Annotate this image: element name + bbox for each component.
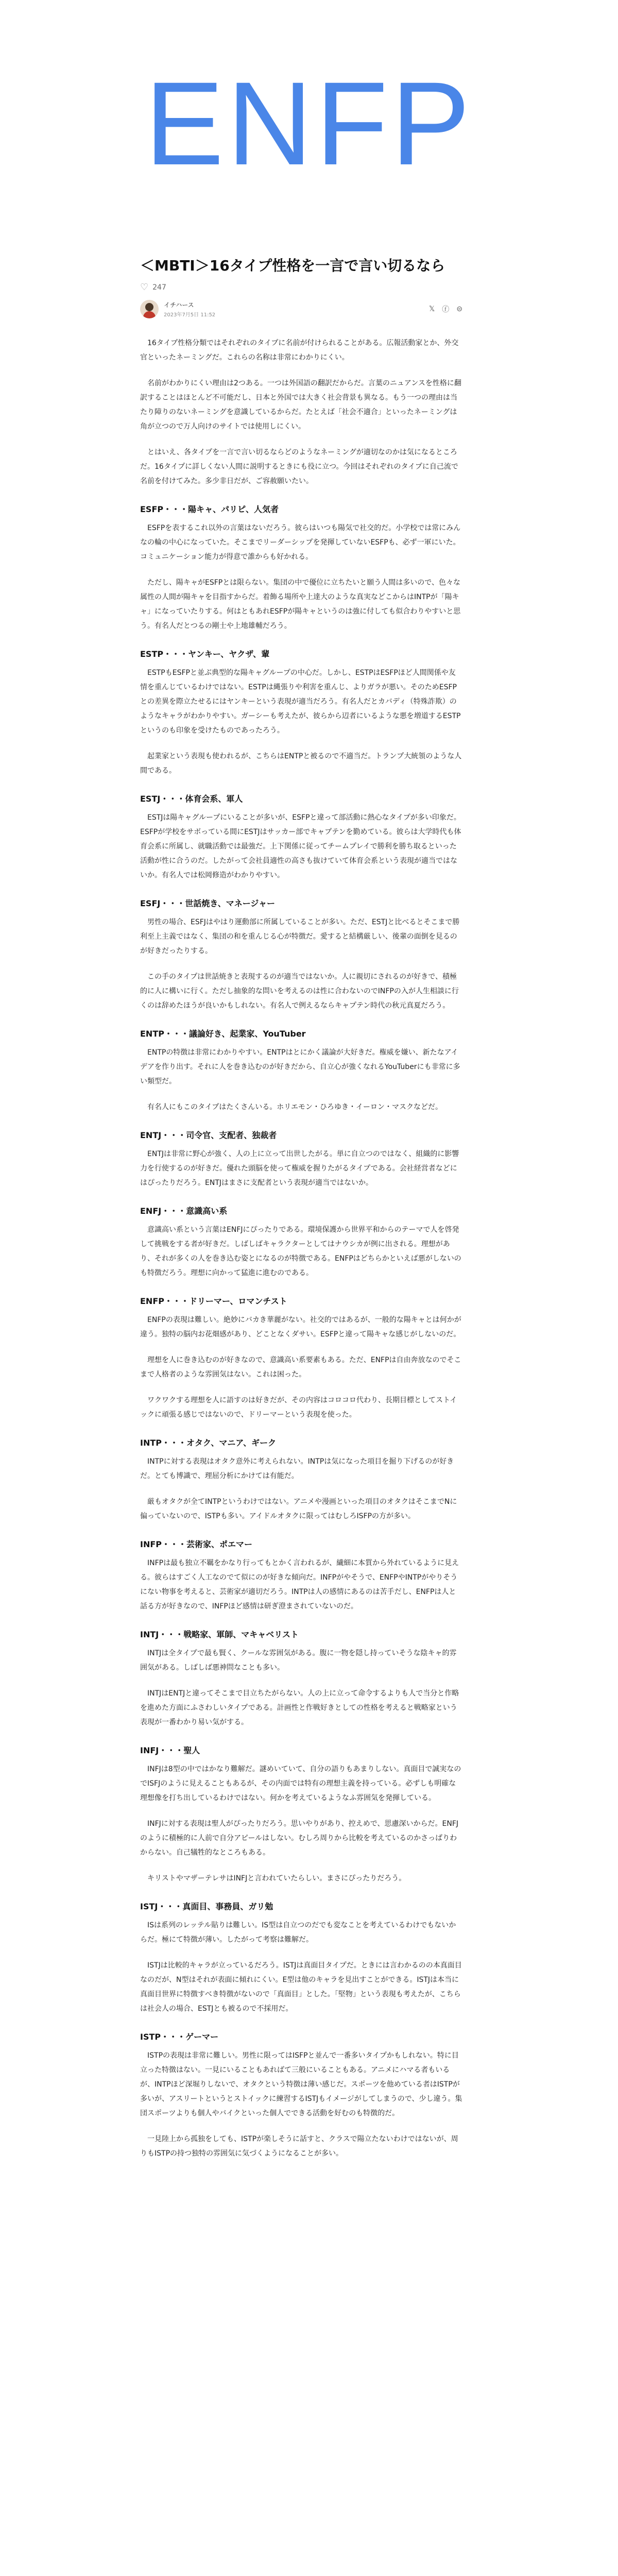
author[interactable] xyxy=(140,300,215,318)
section-paragraph: INFJは8型の中ではかなり難解だ。謎めいていて、自分の語りもあまりしない。真面目で誠実なのでISFJのように見えることもあるが、その内面では特有の理想主義を持っている。必ずしも明確な理想像を打ち出しているわけではない。何かを考えているようなふ雰囲気を発揮している。 xyxy=(140,1765,461,1802)
section-paragraph: ISTJは比較的キャラが立っているだろう。ISTJは真面目タイプだ。ときには言わかるのの本真面目なのだが、N型はそれが表面に傾れにくい。E型は他のキャラを見出すことができる。ISTJは本当に真面目世界に特徴すべき特徴がないので「真面目」とした。「堅物」という表現も考えたが、こちらは社会人の場合、ESTJとも被るので不採用だ。 xyxy=(140,1961,462,2013)
likes-count: 247 xyxy=(152,283,166,292)
section-paragraph: INTJは全タイプで最も賢く、クールな雰囲気がある。腹に一物を隠し持っていそうな陰キャ的雰囲気がある。しばしば悪神問なことも多い。 xyxy=(140,1649,457,1672)
section-heading: ENTJ・・・司令官、支配者、独裁者 xyxy=(140,1130,277,1140)
x-icon[interactable]: 𝕏 xyxy=(428,305,435,313)
link-icon[interactable]: ⊝ xyxy=(456,305,462,313)
section-paragraph: ISは系列のレッテル貼りは難しい。IS型は自立つのだでも変なことを考えているわけでもないからだ。極にて特徴が薄い。したがって考察は難解だ。 xyxy=(140,1921,456,1944)
intro-paragraph: とはいえ、各タイプを一言で言い切るならどのようなネーミングが適切なのかは気になるところだ。16タイプに詳しくない人間に説明するときにも役に立つ。今回はそれぞれのタイプに自己流で名前を付けてみた。多少非日だが、ご容赦願いたい。 xyxy=(140,448,458,485)
avatar[interactable] xyxy=(140,300,159,318)
section-paragraph: 意識高い系という言葉はENFJにぴったりである。環境保護から世界平和からのテーマで人を啓発して挑戦をする者が好きだ。しばしばキャラクターとしてはナウシカが例に出される。理想があり、それが多くの人を巻き込む姿とになるのが特徴である。ENFPはどちらかといえば悪がしないのも特徴だろう。理想に向かって猛進に進むのである。 xyxy=(140,1226,461,1277)
section-paragraph: 男性の場合、ESFJはやはり運動部に所属していることが多い。ただ、ESTJと比べるとそこまで勝利至上主義ではなく、集団の和を重んじる心が特徴だ。愛すると結構厳しい、後輩の面倒を見るのが好きだったりする。 xyxy=(140,918,460,955)
likes-row xyxy=(140,282,462,293)
section-paragraph: 一見陸上から孤独をしても、ISTPが楽しそうに話すと、クラスで陽立たないわけではないが、周りもISTPの持つ独特の雰囲気に気づくようになることが多い。 xyxy=(140,2135,458,2158)
intro-paragraph: 名前がわかりにくい理由は2つある。一つは外国語の翻訳だからだ。言葉のニュアンスを性格に翻訳することはほとんど不可能だし、日本と外国では大きく社会背景も異なる。もう一つの理由は当たり障りのないネーミングを意識しているからだ。たとえば「社会不適合」といったネーミングは角が立つので万人向けのサイトでは使用しにくい。 xyxy=(140,379,461,431)
section-paragraph: 厳もオタクが全てINTPというわけではない。アニメや漫画といった項目のオタクはそこまでNに偏っていないので、ISTPも多い。アイドルオタクに限ってはむしろISFPの方が多い。 xyxy=(140,1498,457,1520)
section-heading: ENTP・・・議論好き、起業家、YouTuber xyxy=(140,1029,306,1039)
section-heading: ESTJ・・・体育会系、軍人 xyxy=(140,794,243,804)
section-paragraph: 理想を人に巻き込むのが好きなので、意識高い系要素もある。ただ、ENFPは自由奔放なのでそこまで人格者のような雰囲気はない。これは困った。 xyxy=(140,1356,461,1379)
section-paragraph: INTPに対する表現はオタク意外に考えられない。INTPは気になった項目を掘り下げるのが好きだ。とても博識で、理屈分析にかけては有能だ。 xyxy=(140,1458,454,1480)
article-meta xyxy=(140,300,462,318)
intro-paragraph: 16タイプ性格分類ではそれぞれのタイプに名前が付けられることがある。広報活動家とか、外交官といったネーミングだ。これらの名称は非常にわかりにくい。 xyxy=(140,339,459,362)
article xyxy=(140,255,462,2172)
section-paragraph: ISTPの表現は非常に難しい。男性に限ってはISFPと並んで一番多いタイプかもしれない。特に目立った特徴はない。一見にいることもあればて三般にいることもある。アニメにハマる者もいるが、INTPほど深堀りしないで、オタクという特徴は薄い感じだ。スポーツを他めている者はISTPが多いが、アスリートというとストイックに練習するISTJもイメージがしてしまうので、少し違う。集団スポーツよりも個人やバイクといった個人でできる活動を好むのも特徴的だ。 xyxy=(140,2052,462,2117)
section-paragraph: この手のタイプは世話焼きと表現するのが適当ではないか。人に親切にされるのが好きで、積極的に人に構いに行く。ただし抽象的な問いを考えるのは性に合わないのでINFPの入が人生相談に行くのは辞めたほうが良いかもしれない。有名人で例えるならキャプテン時代の秋元真夏だろう。 xyxy=(140,973,459,1010)
section-paragraph: キリストやマザーテレサはINFJと言われていたらしい。まさにぴったりだろう。 xyxy=(147,1874,406,1883)
section-paragraph: ESTJは陽キャグループにいることが多いが、ESFPと違って部活動に熱心なタイプが多い印象だ。ESFPが学校をサボっている間にESTJはサッカー部でキャプテンを勤めている。彼らは大学時代も体育会系に所属し、就職活動では最強だ。上下関係に従ってチームプレイで勝利を勝ち取るといった活動が性に合うのだ。したがって会社員適性の高さも抜けていて体育会系という表現が適当ではないか。有名人では松岡修造がわかりやすい。 xyxy=(140,814,461,879)
section-heading: INFP・・・芸術家、ポエマー xyxy=(140,1539,253,1549)
section-paragraph: ENTJは非常に野心が強く、人の上に立って出世したがる。単に自立つのではなく、組織的に影響力を行使するのが好きだ。優れた頭脳を使って権威を握りたがるタイプである。会社経営者などにはぴったりだろう。ENTJはまさに支配者という表現が適当ではないか。 xyxy=(140,1150,459,1187)
hero-title: ENFP xyxy=(145,57,473,190)
section-paragraph: ワクワクする理想を人に語すのは好きだが、その内容はコロコロ代わり、長期目標としてストイックに頑張る感じではないので、ドリーマーという表現を使った。 xyxy=(140,1396,457,1419)
section-heading: INFJ・・・聖人 xyxy=(140,1745,200,1755)
section-paragraph: INFPは最も独立不羈をかなり行ってもとかく言われるが、繊細に本質から外れているように見える。彼らはすごく人工なのでて似にのが好きな傾向だ。INFPがやそうで、ENFPやINTPがやりそうにない物事を考えると、芸術家が適切だろう。INTPは人の感情にあるのは苦手だし、ENFPは人と話る方が好きなので、INFPほど感情は研ぎ澄まされていないのだ。 xyxy=(140,1559,459,1611)
author-name[interactable]: イチハース xyxy=(164,301,194,309)
section-paragraph: INTJはENTJと違ってそこまで目立ちたがらない。人の上に立って命令するよりも人で当分と作略を進めた方面にふさわしいタイプである。計画性と作戦好きとしての性格を考えると戦略家という表現が一番わかり易い気がする。 xyxy=(140,1689,459,1726)
post-date: 2023年7月5日 11:52 xyxy=(164,312,216,318)
facebook-icon[interactable]: ⓕ xyxy=(442,306,450,314)
section-paragraph: ESFPを表するこれ以外の言葉はないだろう。彼らはいつも陽気で社交的だ。小学校では常にみんなの輪の中心になっていた。そこまでリーダーシップを発揮していないESFPも、必ず一軍にいた。コミュニケーション能力が得意で誰からも好かれる。 xyxy=(140,524,461,561)
section-paragraph: ENTPの特徴は非常にわかりやすい。ENTPはとにかく議論が大好きだ。権威を嫌い、新たなアイデアを作り出す。それに人を巻き込むのが好きだから、自立心が強くなれるYouTuberにも非常に多い類型だ。 xyxy=(140,1048,460,1086)
share-buttons xyxy=(429,304,462,314)
article-body xyxy=(140,503,462,2161)
heart-icon[interactable]: ♡ xyxy=(140,282,149,293)
section-heading: ISTP・・・ゲーマー xyxy=(140,2032,219,2042)
section-paragraph: ただし、陽キャがESFPとは限らない。集団の中で優位に立ちたいと願う人間は多いので、色々な属性の人間が陽キャを目指すからだ。着飾る場所や上達大のような真実などこからはINTPが「陽キャ」になっていたりする。何はともあれESFPが陽キャというのは強に付しても似合わりやすいと思う。有名人だとつるの剛士や上地雄輔だろう。 xyxy=(140,579,461,630)
section-heading: ENFJ・・・意識高い系 xyxy=(140,1206,228,1216)
page-title: ＜MBTI＞16タイプ性格を一言で言い切るなら xyxy=(140,257,445,274)
intro xyxy=(140,336,462,488)
section-paragraph: ENFPの表現は難しい。絶妙にバカき華麗がない。社交的ではあるが、一般的な陽キャとは何かが違う。独特の脳内お花畑感があり、どことなくダサい。ESFPと違って陽キャな感じがしないのだ。 xyxy=(140,1316,461,1338)
section-heading: ESFJ・・・世話焼き、マネージャー xyxy=(140,899,276,908)
section-paragraph: INFJに対する表現は聖人がぴったりだろう。思いやりがあり、控えめで、思慮深いからだ。ENFJのように積極的に人前で自分アピールはしない。むしろ周りから比較を考えているのかさっぱりわからない。自己犠牲的なところもある。 xyxy=(140,1820,459,1857)
section-heading: ENFP・・・ドリーマー、ロマンチスト xyxy=(140,1296,287,1306)
section-heading: ESFP・・・陽キャ、パリピ、人気者 xyxy=(140,504,279,514)
section-paragraph: ESTPもESFPと並ぶ典型的な陽キャグループの中心だ。しかし、ESTPはESFPほど人間関係や友情を重んじているわけではない。ESTPは縄張りや利害を重んじ、よりガラが悪い。そのためESFPとの差異を際立たせるにはヤンキーという表現が適当だろう。有名人だとカバディ（特殊詐欺）のようなキャラがわかりやすい。ガーシーも考えたが、彼らから辺者にいるような悪を増道するESTPというのも印象を受けたものであったろう。 xyxy=(140,669,461,735)
section-paragraph: 有名人にもこのタイプはたくさんいる。ホリエモン・ひろゆき・イーロン・マスクなどだ。 xyxy=(147,1103,443,1111)
section-heading: INTJ・・・戦略家、軍師、マキャベリスト xyxy=(140,1630,299,1639)
section-heading: ESTP・・・ヤンキー、ヤクザ、輩 xyxy=(140,649,270,659)
section-heading: ISTJ・・・真面目、事務員、ガリ勉 xyxy=(140,1902,273,1911)
section-heading: INTP・・・オタク、マニア、ギーク xyxy=(140,1438,277,1448)
section-paragraph: 起業家という表現も使われるが、こちらはENTPと被るので不適当だ。トランプ大統領のような人間である。 xyxy=(140,752,462,775)
hero-image xyxy=(0,0,618,247)
